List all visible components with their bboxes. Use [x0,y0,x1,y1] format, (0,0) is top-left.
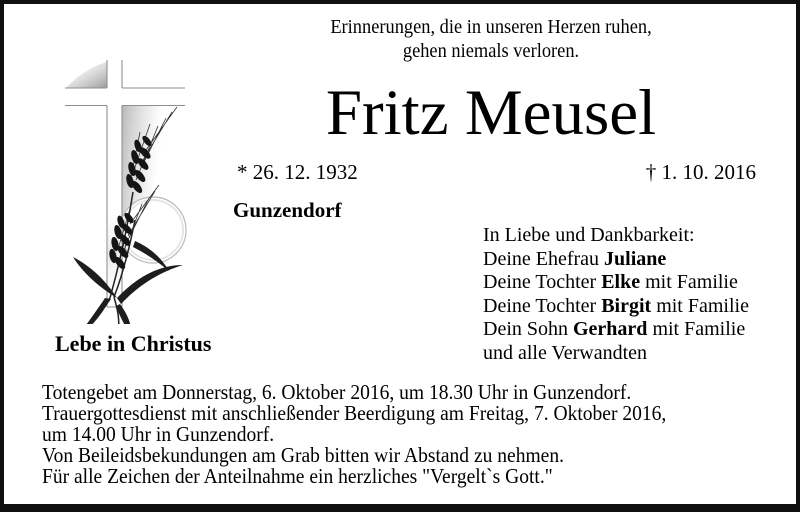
mourner-prefix: Deine Ehefrau [483,247,605,270]
mourner-prefix: Deine Tochter [483,271,602,293]
mourner-suffix: mit Familie [640,271,738,293]
mourner-name: Juliane [604,247,667,270]
cross-wheat-sun-icon [40,52,220,324]
mourner-prefix: und alle Verwandten [483,341,648,364]
announcement-line: Trauergottesdienst mit anschließender Beerdigung am Freitag, 7. Oktober 2016, [42,401,667,425]
mourner-suffix: mit Familie [647,318,746,340]
mourner-prefix: Deine Tochter [483,294,602,317]
residence: Gunzendorf [233,198,342,222]
mourner-suffix: mit Familie [651,294,749,317]
mourner-name: Birgit [601,294,652,317]
mourner-line [483,295,749,319]
memorial-artwork [40,52,220,324]
mourner-name: Gerhard [573,318,648,340]
mourner-name: Elke [601,271,641,293]
announcements-block [42,382,666,487]
epigraph-line-1: Erinnerungen, die in unseren Herzen ruhen, [330,16,652,38]
mourner-line [483,342,749,366]
announcement-line: Für alle Zeichen der Anteilnahme ein herzliches "Vergelt`s Gott." [42,464,553,488]
announcement-line: um 14.00 Uhr in Gunzendorf. [42,422,275,446]
condolence-block [483,224,749,365]
birth-date: * 26. 12. 1932 [237,160,358,184]
epigraph [244,15,739,63]
deceased-name: Fritz Meusel [325,77,657,149]
condolence-intro: In Liebe und Dankbarkeit: [483,224,695,246]
mourner-line [483,271,749,295]
artwork-caption: Lebe in Christus [55,331,212,356]
mourner-prefix: Dein Sohn [483,318,573,340]
epigraph-line-2: gehen niemals verloren. [402,40,580,62]
announcement-line: Von Beileidsbekundungen am Grab bitten wir Abstand zu nehmen. [42,443,564,467]
death-date: † 1. 10. 2016 [645,160,756,184]
mourner-line [483,318,749,342]
mourner-line [483,248,749,272]
announcement-line: Totengebet am Donnerstag, 6. Oktober 2016, um 18.30 Uhr in Gunzendorf. [42,380,632,404]
